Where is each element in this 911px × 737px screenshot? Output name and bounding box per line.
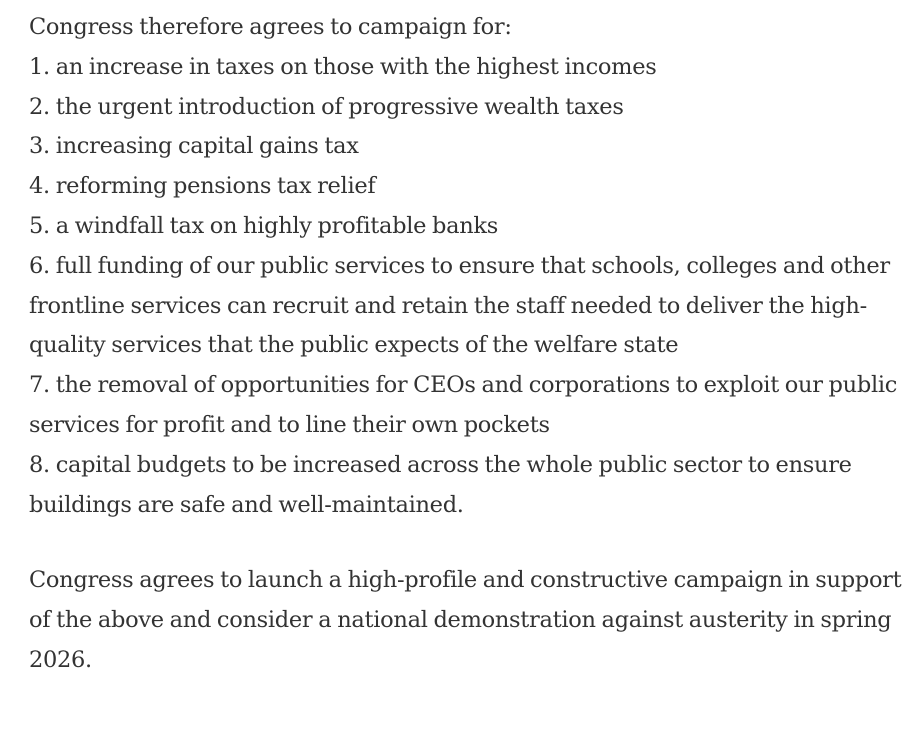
list-item: 1. an increase in taxes on those with the highest incomes	[29, 53, 657, 80]
list-item: 4. reforming pensions tax relief	[29, 173, 376, 200]
intro-paragraph: Congress therefore agrees to campaign for:	[29, 14, 512, 40]
list-item: 7. the removal of opportunities for CEOs and corporations to exploit our public services for profit and to line their own pockets	[29, 372, 898, 438]
paragraph-spacer	[29, 525, 905, 561]
list-item: 2. the urgent introduction of progressive wealth taxes	[29, 93, 624, 120]
list-item: 3. increasing capital gains tax	[29, 133, 359, 160]
campaign-list	[29, 48, 905, 526]
list-item: 8. capital budgets to be increased across the whole public sector to ensure buildings are safe and well-maintained.	[29, 451, 852, 518]
document-body	[29, 8, 905, 681]
closing-paragraph: Congress agrees to launch a high-profile and constructive campaign in support of the above and consider a national demonstration against austerity in spring 2026.	[29, 567, 902, 673]
list-item: 6. full funding of our public services to ensure that schools, colleges and other frontline services can recruit and retain the staff needed to deliver the high-quality services that the public expects of the welfare state	[29, 252, 890, 359]
list-item: 5. a windfall tax on highly profitable banks	[29, 212, 498, 239]
